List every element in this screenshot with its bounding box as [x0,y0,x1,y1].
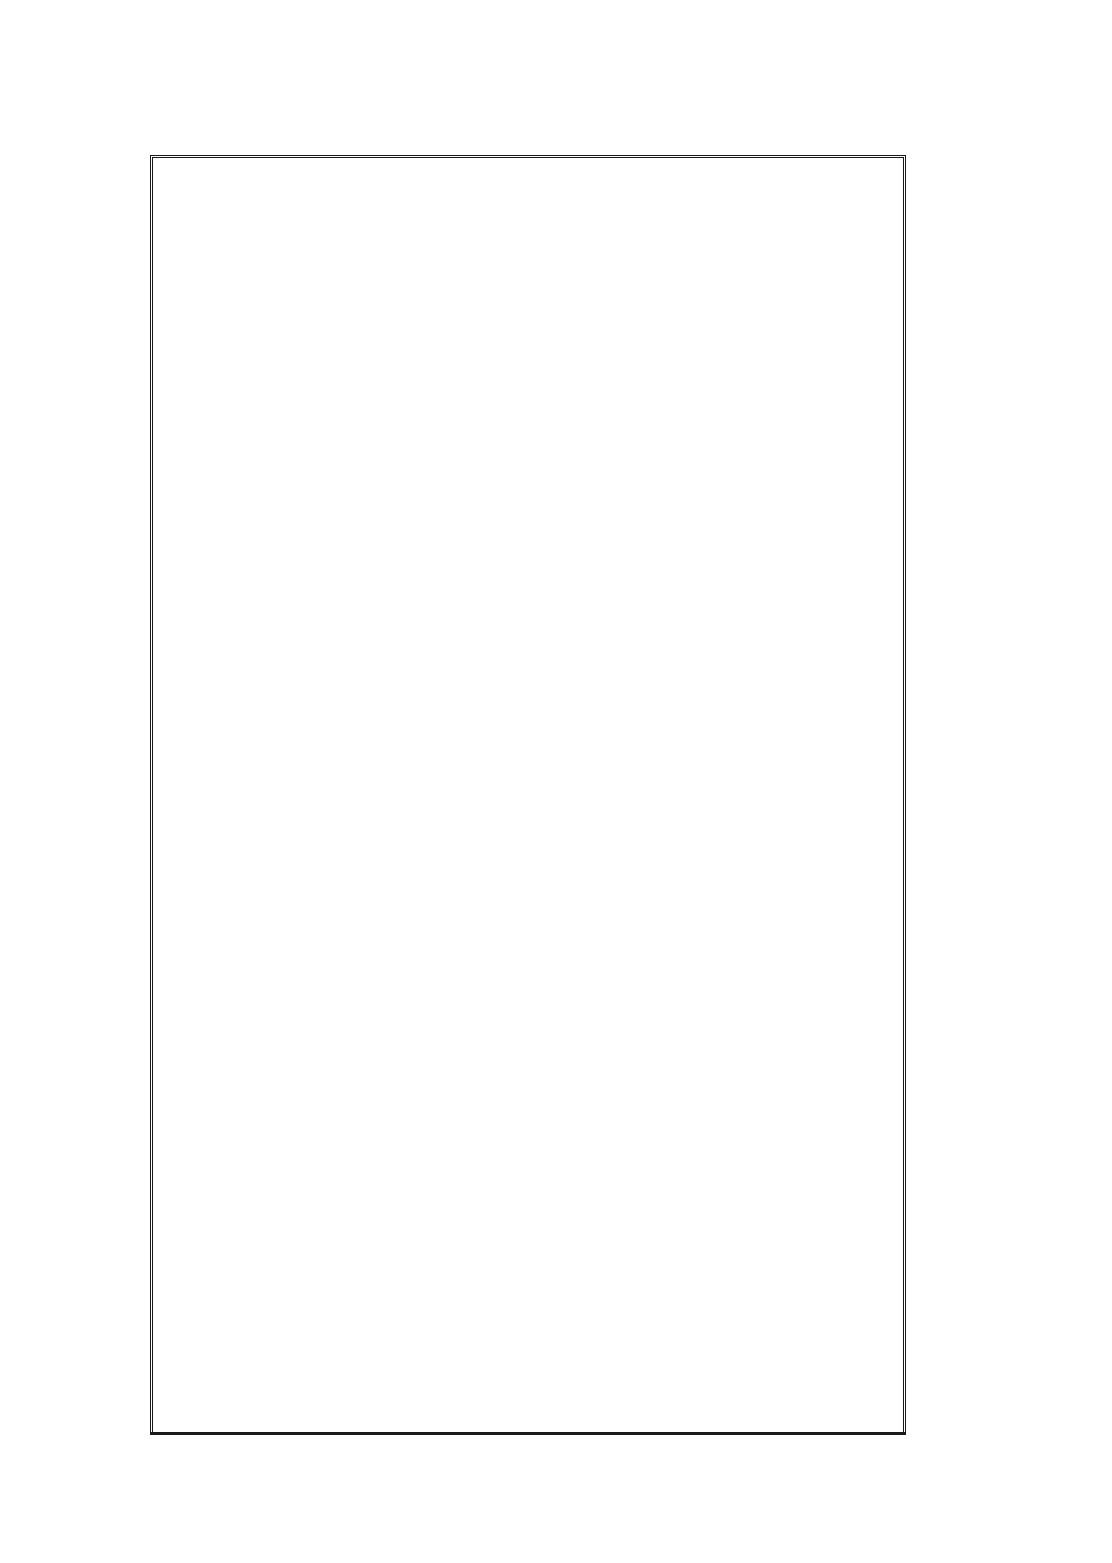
text-frame [150,155,906,1435]
page-header [150,112,910,152]
frame-bottom-rule [150,1432,906,1434]
